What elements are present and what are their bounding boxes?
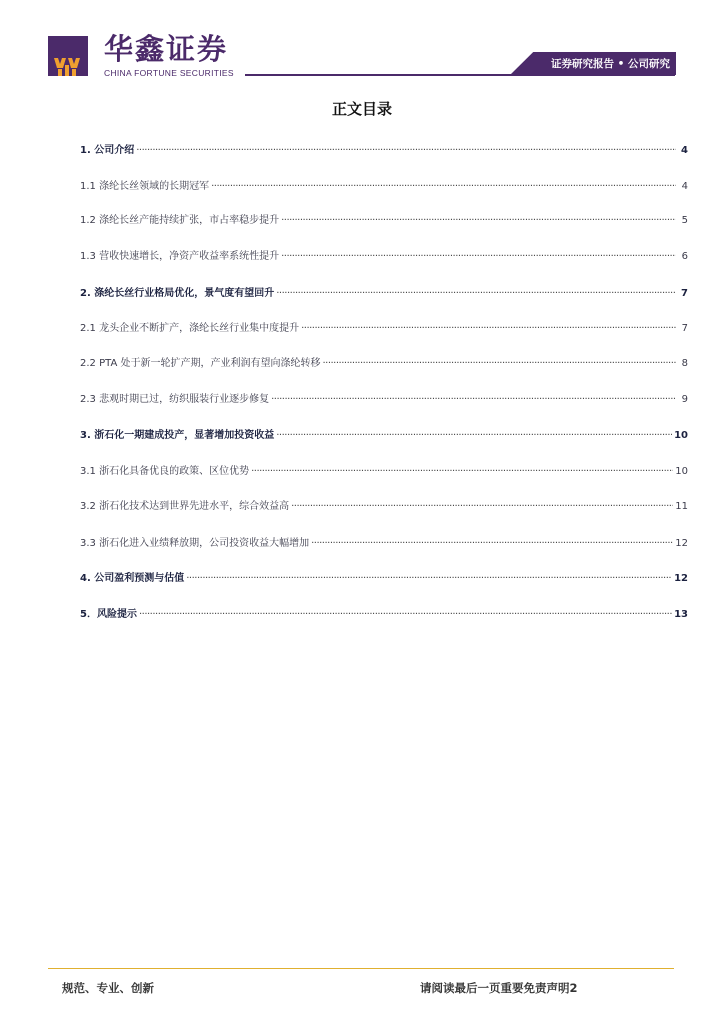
toc-entry[interactable]	[80, 497, 688, 512]
toc-entry-page: 10	[675, 466, 688, 477]
company-logo	[48, 36, 88, 76]
toc-entry-label: 2.2 PTA 处于新一轮扩产期，产业利润有望向涤纶转移	[80, 358, 321, 369]
toc-leader-dots	[276, 288, 676, 299]
toc-leader-dots	[136, 145, 676, 156]
toc-entry[interactable]	[80, 141, 688, 156]
toc-entry-page: 8	[681, 358, 688, 369]
toc-entry-label: 1.3 营收快速增长，净资产收益率系统性提升	[80, 251, 280, 262]
toc-entry[interactable]	[80, 426, 688, 441]
toc-entry-label: 2.1 龙头企业不断扩产，涤纶长丝行业集中度提升	[80, 323, 300, 334]
brand-name-en: CHINA FORTUNE SECURITIES	[104, 68, 234, 78]
toc-leader-dots	[251, 466, 673, 477]
page-number: 2	[569, 981, 578, 995]
toc-entry[interactable]	[80, 247, 688, 262]
toc-entry-label: 2. 涤纶长丝行业格局优化，景气度有望回升	[80, 288, 275, 299]
toc-entry-label: 1. 公司介绍	[80, 145, 135, 156]
toc-entry[interactable]	[80, 211, 688, 226]
toc-entry-page: 13	[674, 609, 688, 620]
brand-name-cn: 华鑫证券	[104, 32, 229, 66]
toc-entry-page: 4	[681, 181, 688, 192]
toc-entry-page: 7	[681, 288, 688, 299]
toc-leader-dots	[322, 358, 676, 369]
footer-rule	[48, 968, 674, 969]
toc-entry-page: 11	[675, 501, 688, 512]
toc-entry-label: 3. 浙石化一期建成投产，显著增加投资收益	[80, 430, 275, 441]
toc-leader-dots	[291, 501, 673, 512]
toc-leader-dots	[211, 181, 676, 192]
toc-entry-label: 3.2 浙石化技术达到世界先进水平，综合效益高	[80, 501, 290, 512]
toc-entry[interactable]	[80, 462, 688, 477]
footer-disclaimer	[420, 980, 578, 996]
toc-entry[interactable]	[80, 605, 688, 620]
toc-entry-label: 1.2 涤纶长丝产能持续扩张，市占率稳步提升	[80, 215, 280, 226]
footer-slogan: 规范、专业、创新	[62, 981, 154, 995]
toc-entry-page: 9	[681, 394, 688, 405]
toc-leader-dots	[281, 251, 676, 262]
toc-entry[interactable]	[80, 177, 688, 192]
toc-entry-page: 4	[681, 145, 688, 156]
toc-entry-page: 7	[681, 323, 688, 334]
toc-entry-label: 1.1 涤纶长丝领域的长期冠军	[80, 181, 210, 192]
toc-entry[interactable]	[80, 354, 688, 369]
toc-entry[interactable]	[80, 319, 688, 334]
toc-leader-dots	[186, 573, 672, 584]
toc-entry-page: 10	[674, 430, 688, 441]
toc-leader-dots	[271, 394, 676, 405]
toc-title: 正文目录	[331, 100, 392, 118]
toc-entry-page: 5	[681, 215, 688, 226]
toc-entry-label: 3.1 浙石化具备优良的政策、区位优势	[80, 466, 250, 477]
toc-entry-page: 12	[674, 573, 688, 584]
toc-leader-dots	[281, 215, 676, 226]
report-header	[0, 0, 724, 84]
toc-leader-dots	[276, 430, 672, 441]
toc-entry-label: 5．风险提示	[80, 609, 137, 620]
toc-entry-label: 2.3 悲观时期已过，纺织服装行业逐步修复	[80, 394, 270, 405]
toc-leader-dots	[139, 609, 672, 620]
logo-mark-icon	[52, 56, 84, 76]
toc-leader-dots	[301, 323, 676, 334]
toc-entry[interactable]	[80, 390, 688, 405]
toc-leader-dots	[311, 538, 673, 549]
report-tag: 证券研究报告 • 公司研究	[550, 58, 670, 70]
toc-entry[interactable]	[80, 284, 688, 299]
toc-entry[interactable]	[80, 534, 688, 549]
toc-entry-label: 4. 公司盈利预测与估值	[80, 573, 185, 584]
footer-disclaimer-text: 请阅读最后一页重要免责声明	[420, 981, 570, 995]
toc-entry[interactable]	[80, 569, 688, 584]
toc-entry-page: 6	[681, 251, 688, 262]
toc-entry-page: 12	[675, 538, 688, 549]
toc-entry-label: 3.3 浙石化进入业绩释放期，公司投资收益大幅增加	[80, 538, 310, 549]
